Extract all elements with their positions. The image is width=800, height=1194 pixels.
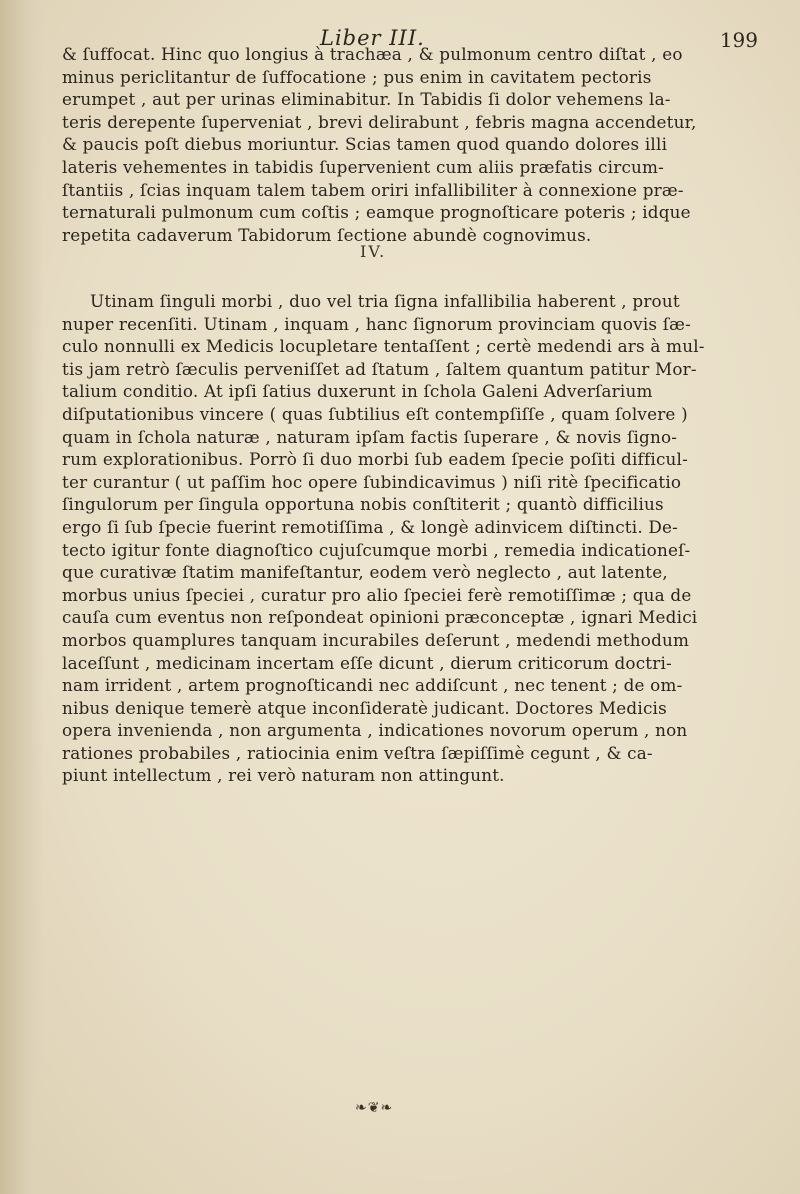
running-title: Liber III. bbox=[320, 26, 425, 50]
text-line: & paucis poſt diebus moriuntur. Scias tamen quod quando dolores illi bbox=[62, 134, 668, 155]
section-heading: IV. bbox=[360, 242, 387, 261]
paragraph-2 bbox=[62, 290, 762, 787]
page-gutter-shadow bbox=[0, 0, 44, 1194]
text-line: teris derepente ſuperveniat , brevi delirabunt , febris magna accendetur, bbox=[62, 111, 697, 132]
text-line: ter curantur ( ut paſſim hoc opere ſubindicavimus ) niſi ritè ſpecificatio bbox=[62, 471, 682, 492]
text-line: nam irrident , artem prognoſticandi nec addiſcunt , nec tenent ; de om- bbox=[62, 675, 683, 696]
text-line: culo nonnulli ex Medicis locupletare tentaſſent ; certè medendi ars à mul- bbox=[62, 336, 705, 357]
text-line: que curativæ ſtatim manifeſtantur, eodem verò neglecto , aut latente, bbox=[62, 562, 668, 583]
ornament-icon: ❧❦❧ bbox=[355, 1100, 394, 1116]
text-line: ſtantiis , ſcias inquam talem tabem oriri infallibiliter à connexione præ- bbox=[62, 179, 684, 200]
text-line: repetita cadaverum Tabidorum ſectione abundè cognovimus. bbox=[62, 224, 592, 245]
text-line: nuper recenſiti. Utinam , inquam , hanc ſignorum provinciam quovis ſæ- bbox=[62, 313, 692, 334]
text-line: cauſa cum eventus non reſpondeat opinioni præconceptæ , ignari Medici bbox=[62, 607, 698, 628]
text-line: laceſſunt , medicinam incertam eſſe dicunt , dierum criticorum doctri- bbox=[62, 652, 672, 673]
text-line: ergo ſi ſub ſpecie fuerint remotiſſima , & longè adinvicem diſtincti. De- bbox=[62, 516, 679, 537]
text-line: rum explorationibus. Porrò ſi duo morbi ſub eadem ſpecie poſiti difficul- bbox=[62, 449, 688, 470]
text-line: minus periclitantur de ſuffocatione ; pus enim in cavitatem pectoris bbox=[62, 66, 652, 87]
text-line: erumpet , aut per urinas eliminabitur. In Tabidis ſi dolor vehemens la- bbox=[62, 89, 671, 110]
text-line: Utinam ſinguli morbi , duo vel tria ſigna infallibilia haberent , prout bbox=[90, 291, 680, 311]
text-line: ſingulorum per ſingula opportuna nobis conſtiterit ; quantò difficilius bbox=[62, 494, 664, 515]
text-line: quam in ſchola naturæ , naturam ipſam factis ſuperare , & novis ſigno- bbox=[62, 426, 678, 447]
text-line: talium conditio. At ipſi ſatius duxerunt in ſchola Galeni Adverſarium bbox=[62, 381, 653, 402]
text-line: ternaturali pulmonum cum coſtis ; eamque prognoſticare poteris ; idque bbox=[62, 202, 691, 223]
text-line: & ſuffocat. Hinc quo longius à trachæa , & pulmonum centro diſtat , eo bbox=[62, 44, 683, 64]
text-line: diſputationibus vincere ( quas ſubtilius eſt contempſiſſe , quam ſolvere ) bbox=[62, 403, 688, 424]
text-line: nibus denique temerè atque inconſideratè judicant. Doctores Medicis bbox=[62, 697, 667, 718]
text-line: tecto igitur fonte diagnoſtico cujuſcumque morbi , remedia indicationeſ- bbox=[62, 539, 691, 560]
text-line: lateris vehementes in tabidis ſupervenient cum aliis præfatis circum- bbox=[62, 156, 665, 177]
text-line: tis jam retrò ſæculis perveniſſet ad ſtatum , ſaltem quantum patitur Mor- bbox=[62, 358, 697, 379]
paragraph-1 bbox=[62, 43, 762, 246]
text-line: morbus unius ſpeciei , curatur pro alio ſpeciei ferè remotiſſimæ ; qua de bbox=[62, 584, 692, 605]
text-line: rationes probabiles , ratiocinia enim veſtra ſæpiſſimè cegunt , & ca- bbox=[62, 742, 653, 763]
text-line: opera invenienda , non argumenta , indicationes novorum operum , non bbox=[62, 720, 688, 741]
text-line: piunt intellectum , rei verò naturam non attingunt. bbox=[62, 765, 505, 786]
page-number: 199 bbox=[719, 28, 758, 52]
text-line: morbos quamplures tanquam incurabiles deſerunt , medendi methodum bbox=[62, 629, 690, 650]
